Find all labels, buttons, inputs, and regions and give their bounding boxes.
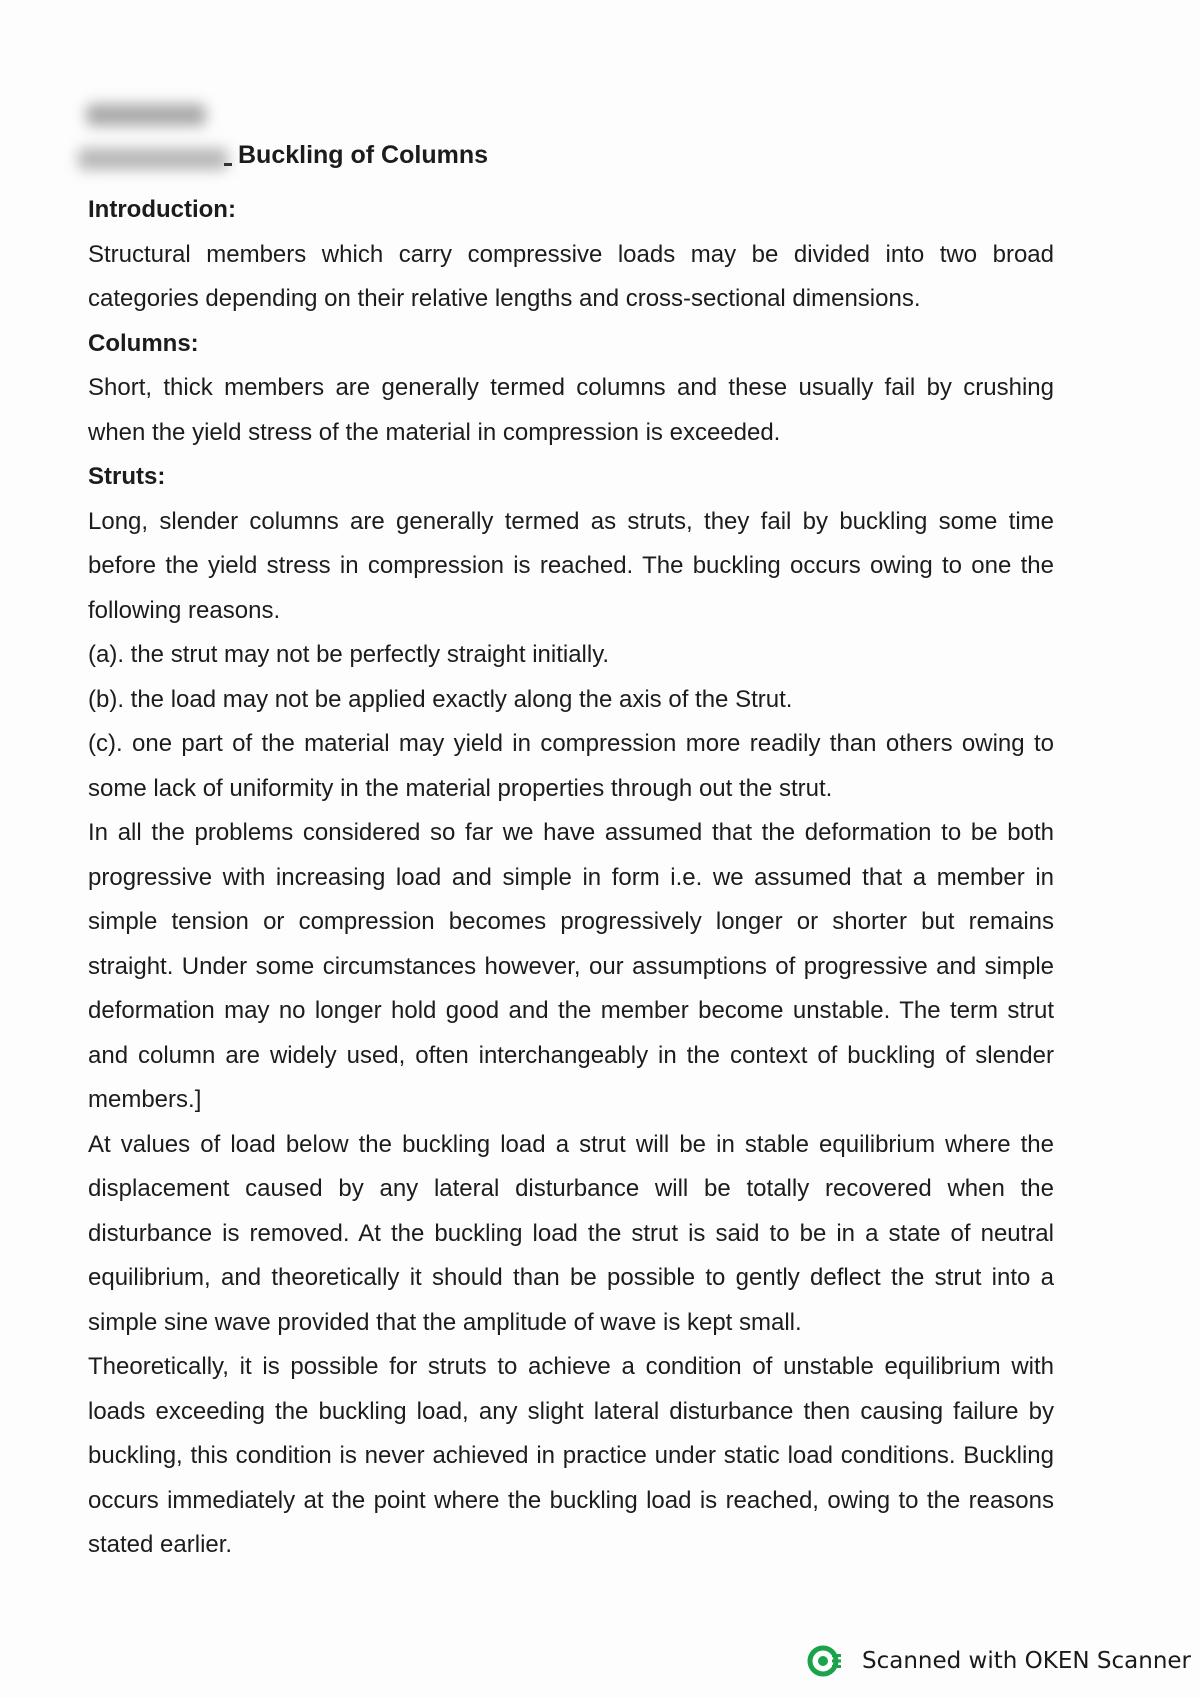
unstable-equilibrium-paragraph: Theoretically, it is possible for struts to achieve a condition of unstable equilibrium with loads exceeding the buckling load, any slight lateral disturbance then causing failure by buckling, this condition is never achieved in practice under static load conditions. Buckling occurs immediately at the point where the buckling load is reached, owing to the reasons stated earlier.	[88, 1353, 1054, 1558]
section-heading-struts: Struts:	[88, 463, 166, 490]
scanner-watermark-text: Scanned with OKEN Scanner	[862, 1648, 1191, 1674]
struts-paragraph: Long, slender columns are generally termed as struts, they fail by buckling some time before the yield stress in compression is reached. The buckling occurs owing to one the following reasons.	[88, 507, 1054, 624]
reason-list-item-c: (c). one part of the material may yield in compression more readily than others owing to some lack of uniformity in the material properties through out the strut.	[88, 730, 1054, 802]
reason-list-item-b: (b). the load may not be applied exactly along the axis of the Strut.	[88, 685, 793, 713]
section-heading-columns: Columns:	[88, 329, 199, 357]
redacted-name-blur	[86, 104, 206, 126]
columns-paragraph: Short, thick members are generally termed columns and these usually fail by crushing when the yield stress of the material in compression is exceeded.	[88, 374, 1054, 446]
document-title: Buckling of Columns	[238, 141, 488, 169]
scanner-watermark	[806, 1641, 1191, 1681]
deformation-paragraph: In all the problems considered so far we have assumed that the deformation to be both progressive with increasing load and simple in form i.e. we assumed that a member in simple tension or compression becomes progressively longer or shorter but remains straight. Under some circumstances however, our assumptions of progressive and simple deformation may no longer hold good and the member become unstable. The term strut and column are widely used, often interchangeably in the context of buckling of slender members.]	[88, 819, 1054, 1113]
document-body	[88, 188, 1054, 1568]
title-underscore-mark	[224, 163, 232, 166]
equilibrium-paragraph: At values of load below the buckling load a strut will be in stable equilibrium where the displacement caused by any lateral disturbance will be totally recovered when the disturbance is removed. At the buckling load the strut is said to be in a state of neutral equilibrium, and theoretically it should than be possible to gently deflect the strut into a simple sine wave provided that the amplitude of wave is kept small.	[88, 1130, 1054, 1336]
redacted-label-blur	[78, 148, 228, 170]
oken-scanner-logo-icon	[806, 1643, 846, 1679]
reason-list-item-a: (a). the strut may not be perfectly straight initially.	[88, 641, 610, 668]
introduction-paragraph: Structural members which carry compressive loads may be divided into two broad categories depending on their relative lengths and cross-sectional dimensions.	[88, 240, 1054, 312]
section-heading-introduction: Introduction:	[88, 196, 236, 223]
